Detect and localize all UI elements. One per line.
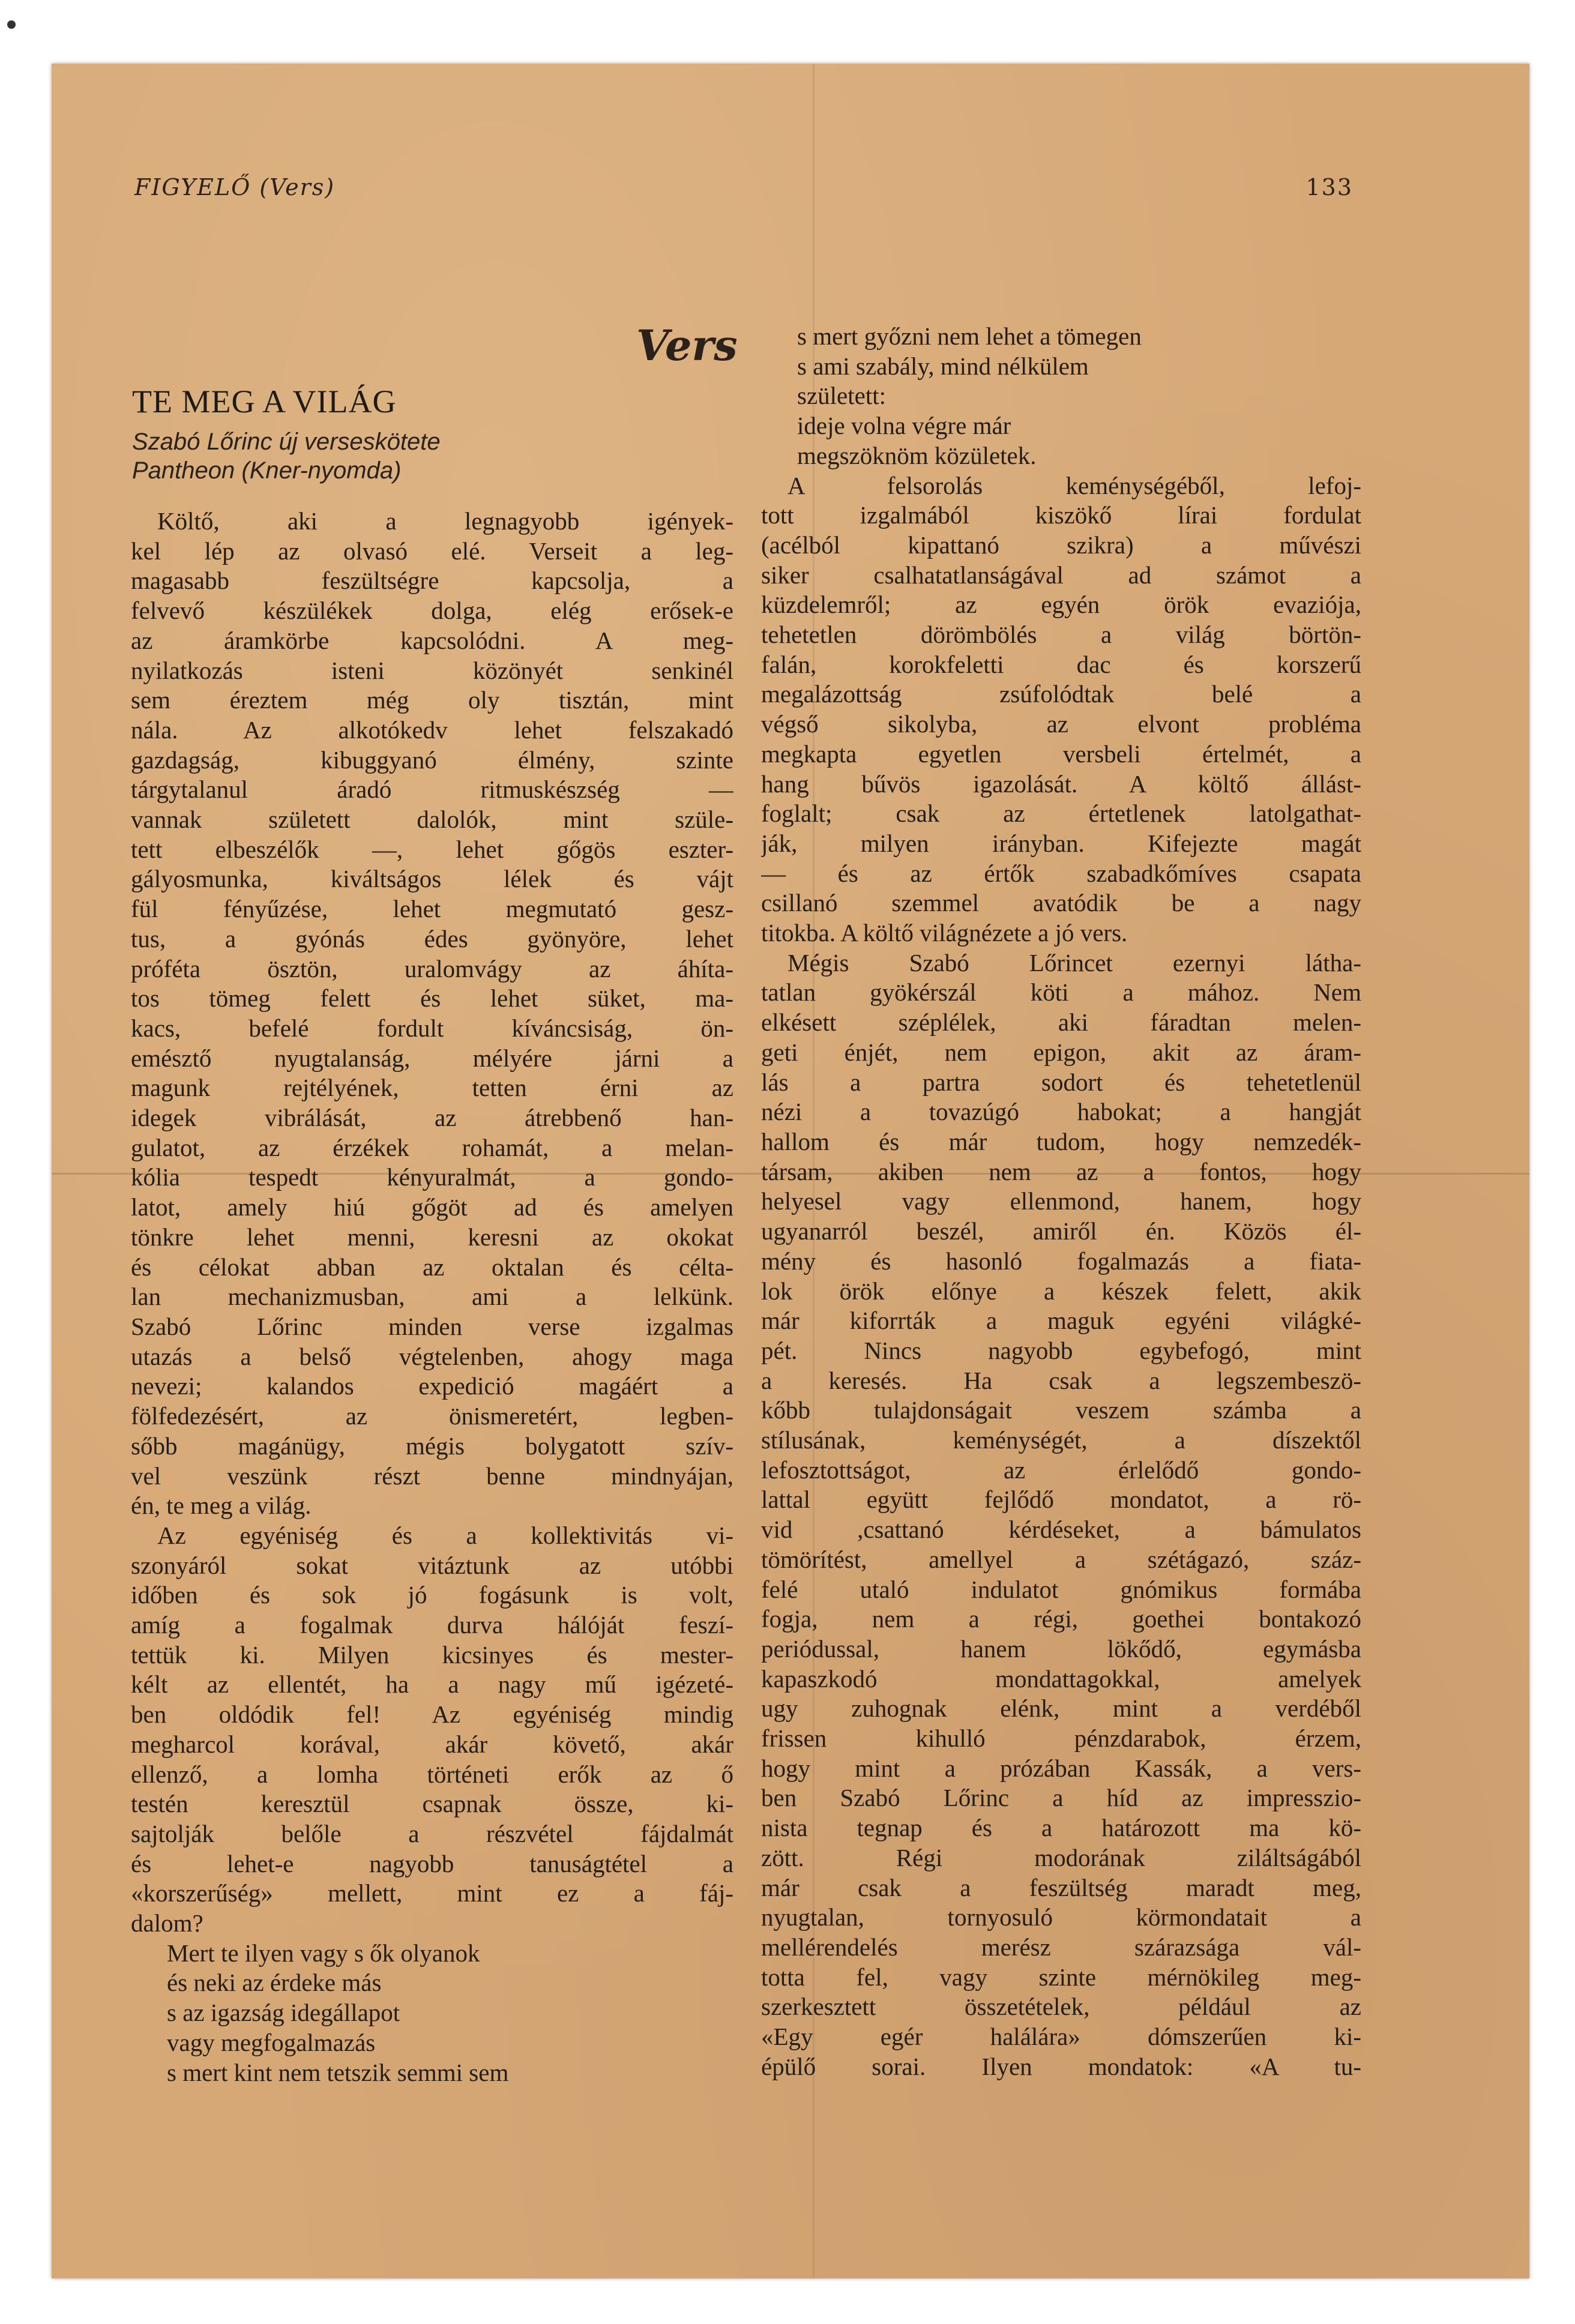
text-line: megalázottság zsúfolódtak belé a	[761, 680, 1361, 708]
text-line: kel lép az olvasó elé. Verseit a leg-	[131, 537, 733, 565]
text-line: lan mechanizmusban, ami a lelkünk.	[131, 1283, 733, 1311]
text-line: amíg a fogalmak durva hálóját feszí-	[131, 1611, 733, 1639]
text-line: Költő, aki a legnagyobb igények-	[157, 507, 733, 535]
text-line: és célokat abban az oktalan és célta-	[131, 1253, 733, 1281]
text-line: nézi a tovazúgó habokat; a hangját	[761, 1098, 1361, 1126]
text-line: A felsorolás keménységéből, lefoj-	[788, 471, 1361, 499]
ink-speck	[7, 20, 16, 29]
text-line: hallom és már tudom, hogy nemzedék-	[761, 1127, 1361, 1155]
text-line: ideje volna végre már	[797, 412, 1011, 440]
section-rubric: Vers	[636, 321, 738, 370]
text-line: sem éreztem még oly tisztán, mint	[131, 686, 733, 714]
article-subtitle	[132, 427, 441, 485]
text-line: helyesel vagy ellenmond, hanem, hogy	[761, 1187, 1361, 1215]
text-line: kőbb tulajdonságait veszem számba a	[761, 1396, 1361, 1424]
text-line: testén keresztül csapnak össze, ki-	[131, 1790, 733, 1818]
text-line: próféta ösztön, uralomvágy az áhíta-	[131, 954, 733, 983]
text-line: tönkre lehet menni, keresni az okokat	[131, 1223, 733, 1251]
text-line: nista tegnap és a határozott ma kö-	[761, 1814, 1361, 1842]
text-line: fül fényűzése, lehet megmutató gesz-	[131, 895, 733, 923]
text-line: megszöknöm közületek.	[797, 441, 1037, 469]
text-line: már csak a feszültség maradt meg,	[761, 1873, 1361, 1901]
text-line: hang bűvös igazolását. A költő állást-	[761, 769, 1361, 798]
text-line: ugy zuhognak elénk, mint a verdéből	[761, 1694, 1361, 1723]
text-line: vid ,csattanó kérdéseket, a bámulatos	[761, 1516, 1361, 1544]
text-line: tehetetlen dörömbölés a világ börtön-	[761, 621, 1361, 649]
text-line: tárgytalanul áradó ritmuskészség —	[131, 775, 733, 804]
running-header	[134, 174, 1353, 210]
text-line: lattal együtt fejlődő mondatot, a rö-	[761, 1486, 1361, 1514]
text-line: felé utaló indulatot gnómikus formába	[761, 1575, 1361, 1603]
subtitle-line-book: Szabó Lőrinc új verseskötete	[132, 429, 441, 455]
text-line: nevezi; kalandos expedició magáért a	[131, 1372, 733, 1400]
text-line: titokba. A költő világnézete a jó vers.	[761, 919, 1128, 947]
text-line: ják, milyen irányban. Kifejezte magát	[761, 829, 1361, 857]
text-line: mellérendelés merész szárazsága vál-	[761, 1933, 1361, 1961]
text-line: — és az értők szabadkőmíves csapata	[761, 859, 1361, 887]
text-line: kacs, befelé fordult kíváncsiság, ön-	[131, 1014, 733, 1042]
text-line: kólia tespedt kényuralmát, a gondo-	[131, 1163, 733, 1191]
text-line: Mégis Szabó Lőrincet ezernyi látha-	[788, 948, 1361, 977]
text-line: tott izgalmából kiszökő lírai fordulat	[761, 501, 1361, 529]
text-line: magasabb feszültségre kapcsolja, a	[131, 567, 733, 595]
text-line: szerkesztett összetételek, például az	[761, 1993, 1361, 2021]
text-line: épülő sorai. Ilyen mondatok: «A tu-	[761, 2052, 1361, 2080]
text-line: gulatot, az érzékek rohamát, a melan-	[131, 1133, 733, 1161]
text-line: végső sikolyba, az elvont probléma	[761, 710, 1361, 738]
text-line: tett elbeszélők —, lehet gőgös eszter-	[131, 835, 733, 863]
subtitle-line-publisher: Pantheon (Kner-nyomda)	[132, 457, 402, 484]
text-line: lás a partra sodort és tehetetlenül	[761, 1068, 1361, 1096]
text-line: kapaszkodó mondattagokkal, amelyek	[761, 1664, 1361, 1693]
text-line: idegek vibrálását, az átrebbenő han-	[131, 1104, 733, 1132]
text-line: tömörítést, amellyel a szétágazó, száz-	[761, 1545, 1361, 1573]
text-line: nyugtalan, tornyosuló körmondatait a	[761, 1903, 1361, 1931]
text-line: vannak született dalolók, mint szüle-	[131, 805, 733, 834]
text-line: vel veszünk részt benne mindnyájan,	[131, 1462, 733, 1490]
text-line: tus, a gyónás édes gyönyöre, lehet	[131, 924, 733, 953]
text-line: periódussal, hanem lökődő, egymásba	[761, 1634, 1361, 1663]
text-line: szonyáról sokat vitáztunk az utóbbi	[131, 1551, 733, 1579]
text-line: «Egy egér halálára» dómszerűen ki-	[761, 2023, 1361, 2051]
text-line: Az egyéniség és a kollektivitás vi-	[157, 1521, 733, 1549]
running-title: FIGYELŐ (Vers)	[134, 174, 336, 200]
text-line: latot, amely hiú gőgöt ad és amelyen	[131, 1193, 733, 1221]
text-line: utazás a belső végtelenben, ahogy maga	[131, 1342, 733, 1370]
text-line: nyilatkozás isteni közönyét senkinél	[131, 656, 733, 684]
text-line: megkapta egyetlen versbeli értelmét, a	[761, 739, 1361, 768]
text-line: elkésett széplélek, aki fáradtan melen-	[761, 1008, 1361, 1037]
text-line: gályosmunka, kiváltságos lélek és vájt	[131, 865, 733, 893]
text-line: csillanó szemmel avatódik be a nagy	[761, 889, 1361, 917]
text-line: Mert te ilyen vagy s ők olyanok	[167, 1939, 480, 1967]
text-line: hogy mint a prózában Kassák, a vers-	[761, 1754, 1361, 1782]
text-line: totta fel, vagy szinte mérnökileg meg-	[761, 1963, 1361, 1991]
text-line: pét. Nincs nagyobb egybefogó, mint	[761, 1336, 1361, 1364]
text-line: lefosztottságot, az érlelődő gondo-	[761, 1456, 1361, 1484]
text-line: lok örök előnye a készek felett, akik	[761, 1277, 1361, 1305]
text-line: dalom?	[131, 1909, 203, 1937]
text-line: gazdagság, kibuggyanó élmény, szinte	[131, 745, 733, 774]
text-line: társam, akiben nem az a fontos, hogy	[761, 1157, 1361, 1185]
text-line: vagy megfogalmazás	[167, 2028, 376, 2056]
text-line: siker csalhatatlanságával ad számot a	[761, 561, 1361, 589]
text-line: ben Szabó Lőrinc a híd az impresszio-	[761, 1784, 1361, 1812]
text-line: s mert kint nem tetszik semmi sem	[167, 2058, 509, 2086]
article-title: TE MEG A VILÁG	[132, 384, 397, 420]
text-line: és lehet-e nagyobb tanuságtétel a	[131, 1849, 733, 1877]
text-line: küzdelemről; az egyén örök evaziója,	[761, 591, 1361, 619]
text-line: ben oldódik fel! Az egyéniség mindig	[131, 1700, 733, 1729]
text-line: s az igazság idegállapot	[167, 1999, 400, 2027]
left-text-column	[131, 507, 733, 2088]
text-line: megharcol korával, akár követő, akár	[131, 1730, 733, 1758]
text-line: ellenző, a lomha történeti erők az ő	[131, 1760, 733, 1788]
text-line: időben és sok jó fogásunk is volt,	[131, 1581, 733, 1609]
text-line: Szabó Lőrinc minden verse izgalmas	[131, 1312, 733, 1340]
text-line: az áramkörbe kapcsolódni. A meg-	[131, 626, 733, 654]
text-line: s mert győzni nem lehet a tömegen	[797, 322, 1142, 350]
text-line: (acélból kipattanó szikra) a művészi	[761, 531, 1361, 559]
text-line: felvevő készülékek dolga, elég erősek-e	[131, 597, 733, 625]
page-number: 133	[1305, 174, 1353, 200]
text-line: a keresés. Ha csak a legszembeszö-	[761, 1366, 1361, 1394]
text-line: falán, korokfeletti dac és korszerű	[761, 650, 1361, 678]
text-line: foglalt; csak az értetlenek latolgathat-	[761, 799, 1361, 828]
text-line: zött. Régi modorának ziláltságából	[761, 1843, 1361, 1871]
text-line: tos tömeg felett és lehet süket, ma-	[131, 984, 733, 1013]
text-line: kélt az ellentét, ha a nagy mű igézeté-	[131, 1670, 733, 1699]
text-line: sőbb magánügy, mégis bolygatott szív-	[131, 1431, 733, 1460]
text-line: nála. Az alkotókedv lehet felszakadó	[131, 715, 733, 744]
text-line: tettük ki. Milyen kicsinyes és mester-	[131, 1640, 733, 1669]
text-line: született:	[797, 382, 887, 410]
text-line: és neki az érdeke más	[167, 1969, 382, 1997]
text-line: fogja, nem a régi, goethei bontakozó	[761, 1605, 1361, 1633]
text-line: «korszerűség» mellett, mint ez a fáj-	[131, 1879, 733, 1907]
text-line: s ami szabály, mind nélkülem	[797, 352, 1089, 380]
text-line: mény és hasonló fogalmazás a fiata-	[761, 1247, 1361, 1275]
text-line: ugyanarról beszél, amiről én. Közös él-	[761, 1217, 1361, 1245]
text-line: már kiforrták a maguk egyéni világké-	[761, 1307, 1361, 1335]
text-line: emésztő nyugtalanság, mélyére járni a	[131, 1044, 733, 1072]
text-line: fölfedezésért, az önismeretért, legben-	[131, 1402, 733, 1430]
right-text-column	[761, 322, 1361, 2082]
text-line: frissen kihulló pénzdarabok, érzem,	[761, 1724, 1361, 1753]
text-line: stílusának, keménységét, a díszektől	[761, 1426, 1361, 1454]
text-line: magunk rejtélyének, tetten érni az	[131, 1074, 733, 1102]
text-line: geti énjét, nem epigon, akit az áram-	[761, 1038, 1361, 1066]
text-line: tatlan gyökérszál köti a mához. Nem	[761, 978, 1361, 1007]
text-line: sajtolják belőle a részvétel fájdalmát	[131, 1819, 733, 1847]
text-line: én, te meg a világ.	[131, 1492, 312, 1520]
